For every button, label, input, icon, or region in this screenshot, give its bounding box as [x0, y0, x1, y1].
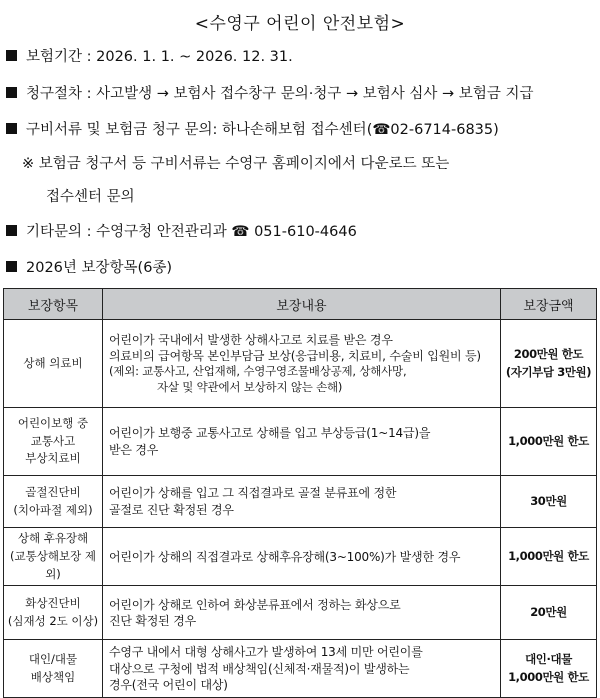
- claim-procedure: [6, 82, 533, 103]
- coverage-amount-line: 30만원: [530, 493, 567, 508]
- coverage-item-line: 화상진단비: [25, 596, 81, 611]
- other-inquiry-text: 기타문의 : 수영구청 안전관리과 ☎ 051-610-4646: [26, 224, 357, 240]
- coverage-table: [3, 288, 597, 698]
- coverage-amount: [501, 586, 597, 640]
- coverage-content-line: 의료비의 급여항목 본인부담금 보상(응급비용, 치료비, 수술비 입원비 등): [109, 348, 481, 363]
- coverage-content-line: 진단 확정된 경우: [109, 613, 196, 628]
- coverage-item: [4, 528, 103, 586]
- required-documents-text: 구비서류 및 보험금 청구 문의: 하나손해보험 접수센터(☎02-6714-6835): [26, 122, 499, 138]
- coverage-amount-line: 대인·대물: [525, 652, 572, 667]
- coverage-item: [4, 586, 103, 640]
- coverage-amount-line: 200만원 한도: [513, 347, 584, 362]
- coverage-item-line: 상해 후유장해: [17, 531, 89, 545]
- coverage-amount-line: (자기부담 3만원): [505, 364, 592, 379]
- coverage-item-line: 대인/대물: [28, 651, 78, 666]
- table-header-row: [4, 289, 597, 320]
- page-title: <수영구 어린이 안전보험>: [194, 14, 406, 34]
- coverage-content-line: 받은 경우: [109, 442, 159, 457]
- insurance-period-text: 보험기간 : 2026. 1. 1. ~ 2026. 12. 31.: [26, 49, 293, 65]
- coverage-content-line: 수영구 내에서 대형 상해사고가 발생하여 13세 미만 어린이를: [109, 645, 423, 660]
- coverage-content: [103, 320, 501, 408]
- table-row: [4, 528, 597, 586]
- coverage-content-line: 대상으로 구청에 법적 배상책임(신체적·재물적)이 발생하는: [109, 661, 410, 676]
- coverage-exclusion-line: (제외: 교통사고, 산업재해, 수영구영조물배상공제, 상해사망,: [109, 364, 407, 379]
- coverage-amount-line: 1,000만원 한도: [508, 549, 589, 564]
- coverage-item: [4, 476, 103, 528]
- coverage-amount-line: 1,000만원 한도: [508, 433, 589, 448]
- coverage-amount: [501, 408, 597, 476]
- coverage-amount: [501, 476, 597, 528]
- coverage-item-line: 교통사고: [30, 433, 76, 448]
- coverage-content-line: 어린이가 상해로 인하여 화상분류표에서 정하는 화상으로: [109, 597, 401, 612]
- coverage-item: [4, 320, 103, 408]
- header-content: 보장내용: [103, 289, 501, 320]
- table-row: [4, 476, 597, 528]
- note-line-2: 접수센터 문의: [46, 189, 135, 205]
- coverage-content-line: 어린이가 상해의 직접결과로 상해후유장해(3~100%)가 발생한 경우: [109, 549, 461, 564]
- bullet-square-icon: [6, 261, 17, 272]
- coverage-content-line: 어린이가 상해를 입고 그 직접결과로 골절 분류표에 정한: [109, 486, 397, 501]
- header-item: 보장항목: [4, 289, 103, 320]
- coverage-content: [103, 640, 501, 698]
- coverage-heading: [6, 256, 172, 277]
- coverage-item-line: (교통상해보장 제외): [10, 548, 96, 581]
- coverage-amount-line: 1,000만원 한도: [508, 669, 589, 684]
- coverage-amount-line: 20만원: [530, 605, 567, 620]
- table-row: [4, 640, 597, 698]
- bullet-square-icon: [6, 123, 17, 134]
- coverage-content-line: 어린이가 국내에서 발생한 상해사고로 치료를 받은 경우: [109, 332, 393, 347]
- coverage-item-line: 상해 의료비: [23, 355, 83, 370]
- other-inquiry: [6, 220, 357, 241]
- coverage-content: [103, 476, 501, 528]
- coverage-content-line: 경우(전국 어린이 대상): [109, 677, 228, 692]
- bullet-square-icon: [6, 225, 17, 236]
- coverage-amount: [501, 528, 597, 586]
- claim-procedure-text: 청구절차 : 사고발생 → 보험사 접수창구 문의·청구 → 보험사 심사 → 보험금 지급: [26, 86, 534, 102]
- insurance-period: [6, 45, 293, 66]
- header-amount: 보장금액: [501, 289, 597, 320]
- coverage-item-line: 골절진단비: [25, 484, 81, 499]
- coverage-item-line: 배상책임: [30, 669, 76, 684]
- coverage-item-line: 어린이보행 중: [17, 415, 89, 430]
- coverage-content-line: 어린이가 보행중 교통사고로 상해를 입고 부상등급(1~14급)을: [109, 426, 431, 441]
- bullet-square-icon: [6, 87, 17, 98]
- bullet-square-icon: [6, 50, 17, 61]
- coverage-item: [4, 640, 103, 698]
- coverage-item-line: (치아파절 제외): [13, 502, 93, 517]
- coverage-item-line: 부상치료비: [25, 451, 81, 466]
- coverage-amount: [501, 640, 597, 698]
- table-row: [4, 586, 597, 640]
- coverage-content: [103, 586, 501, 640]
- coverage-content-line: 골절로 진단 확정된 경우: [109, 502, 234, 517]
- coverage-heading-text: 2026년 보장항목(6종): [26, 260, 173, 276]
- coverage-item: [4, 408, 103, 476]
- coverage-content: [103, 528, 501, 586]
- coverage-content: [103, 408, 501, 476]
- required-documents: [6, 118, 499, 139]
- table-row: [4, 408, 597, 476]
- coverage-amount: [501, 320, 597, 408]
- coverage-exclusion-line: 자살 및 약관에서 보상하지 않는 손해): [157, 379, 343, 394]
- coverage-item-line: (심재성 2도 이상): [7, 613, 99, 628]
- note-line-1: ※ 보험금 청구서 등 구비서류는 수영구 홈페이지에서 다운로드 또는: [22, 156, 450, 172]
- table-row: [4, 320, 597, 408]
